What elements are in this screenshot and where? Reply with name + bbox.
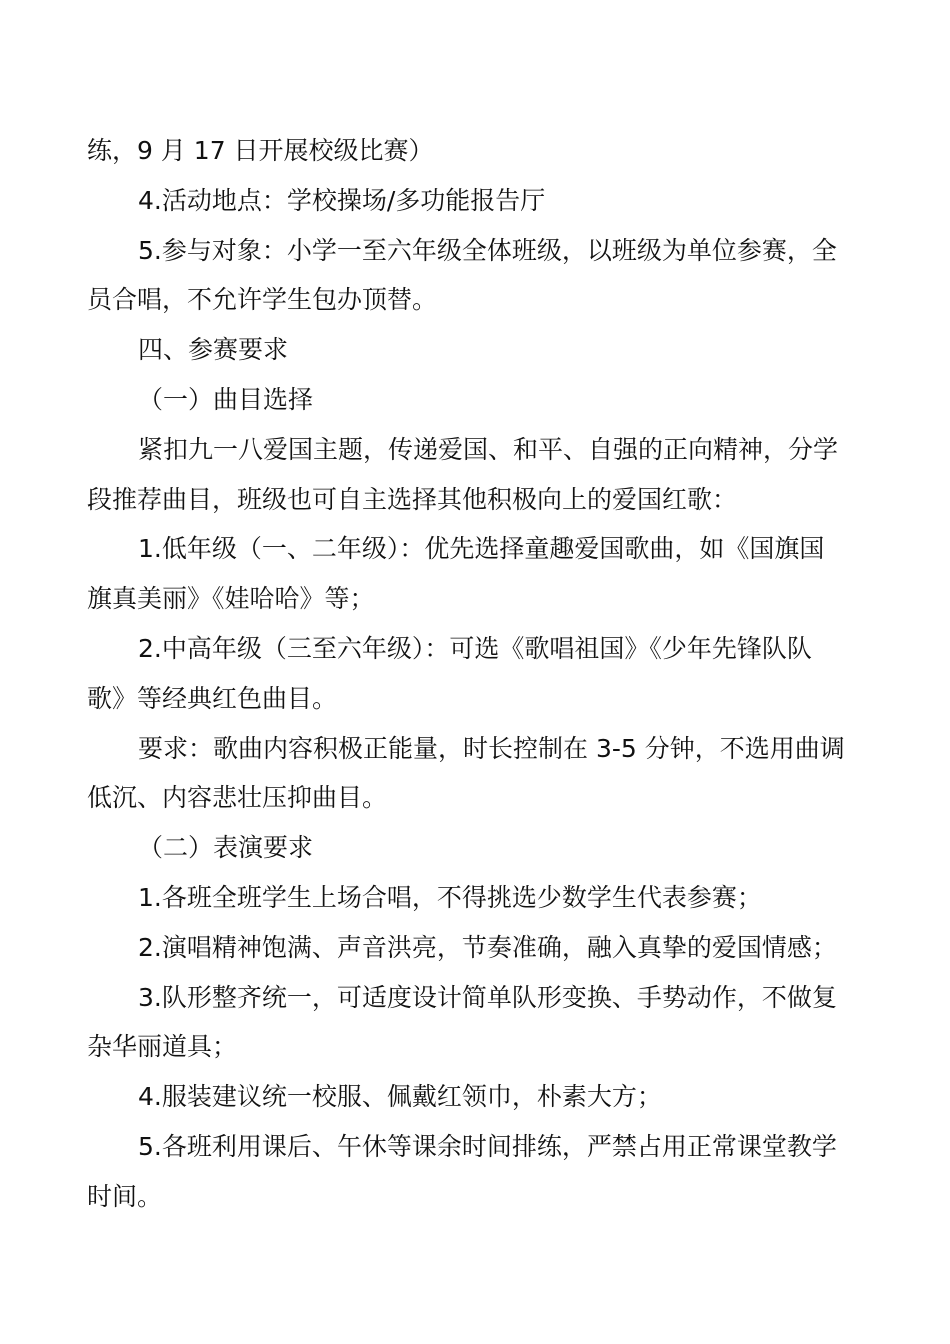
text-line: 歌》等经典红色曲目。: [87, 683, 338, 713]
document-body: [87, 126, 867, 1222]
text-line: 员合唱，不允许学生包办顶替。: [87, 285, 438, 315]
subsection-heading: （二）表演要求: [138, 833, 314, 863]
subsection-heading: （一）曲目选择: [138, 384, 314, 414]
text-line: 紧扣九一八爱国主题，传递爱国、和平、自强的正向精神，分学: [138, 434, 839, 464]
text-line: 3.队形整齐统一，可适度设计简单队形变换、手势动作，不做复: [138, 982, 837, 1012]
text-line: 时间。: [87, 1181, 163, 1211]
text-line: 1.各班全班学生上场合唱，不得挑选少数学生代表参赛；: [138, 882, 762, 912]
text-line: 低沉、内容悲壮压抑曲目。: [87, 783, 388, 813]
text-line: 2.演唱精神饱满、声音洪亮，节奏准确，融入真挚的爱国情感；: [138, 932, 837, 962]
text-line: 旗真美丽》《娃哈哈》等；: [87, 584, 375, 614]
text-line: 杂华丽道具；: [87, 1032, 238, 1062]
text-line: 段推荐曲目，班级也可自主选择其他积极向上的爱国红歌：: [87, 484, 738, 514]
text-line: 练，9 月 17 日开展校级比赛）: [87, 136, 434, 165]
text-line: 1.低年级（一、二年级）：优先选择童趣爱国歌曲，如《国旗国: [138, 534, 825, 564]
text-line: 2.中高年级（三至六年级）：可选《歌唱祖国》《少年先锋队队: [138, 633, 812, 663]
text-line: 5.各班利用课后、午休等课余时间排练，严禁占用正常课堂教学: [138, 1131, 837, 1161]
text-line: 要求：歌曲内容积极正能量，时长控制在 3-5 分钟，不选用曲调: [138, 733, 845, 763]
text-line: 4.服装建议统一校服、佩戴红领巾，朴素大方；: [138, 1082, 662, 1112]
text-line: 4.活动地点：学校操场/多功能报告厅: [138, 185, 546, 215]
text-line: 5.参与对象：小学一至六年级全体班级，以班级为单位参赛，全: [138, 235, 837, 265]
section-heading: 四、参赛要求: [138, 335, 289, 365]
